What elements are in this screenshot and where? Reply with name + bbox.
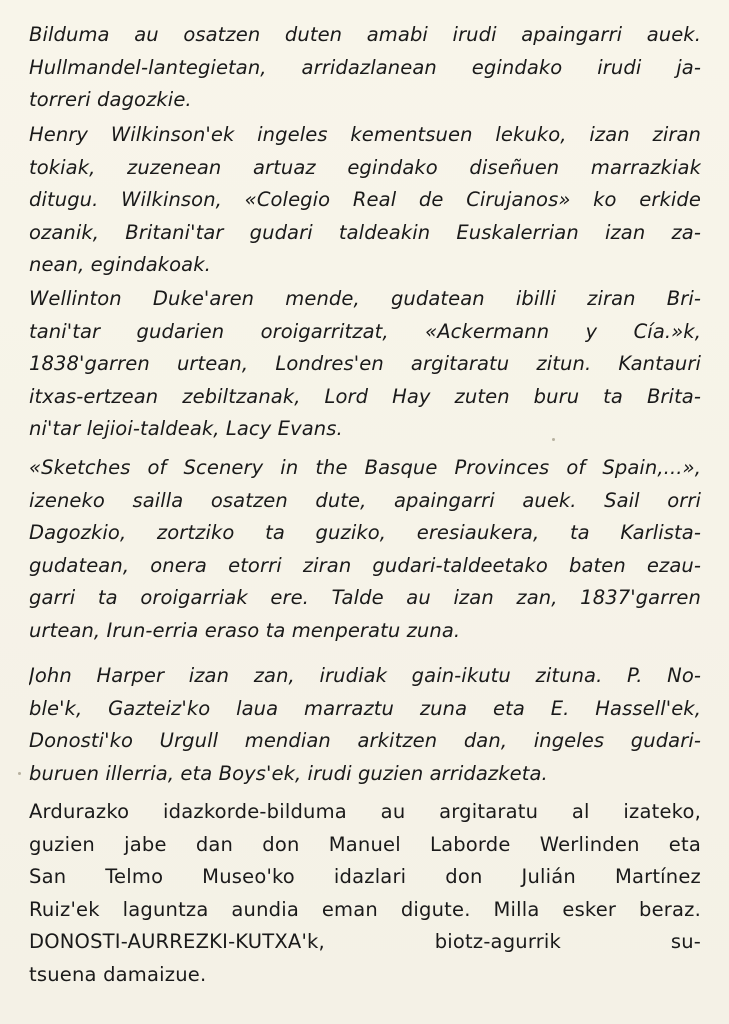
text-line: buruen illerria, eta Boys'ek, irudi guzien arridazketa. [29,761,548,785]
text-line: Ardurazko idazkorde-bilduma au argitaratu al izateko, [29,800,701,823]
text-line: Dagozkio, zortziko ta guziko, eresiaukera, ta Karlista- [29,521,701,544]
text-line: 1838'garren urtean, Londres'en argitaratu zitun. Kantauri [29,352,701,375]
text-line: John Harper izan zan, irudiak gain-ikutu zituna. P. No- [29,664,701,687]
text-line: Hullmandel-lantegietan, arridazlanean egindako irudi ja- [29,55,701,79]
text-line: Henry Wilkinson'ek ingeles kementsuen lekuko, izan ziran [29,123,701,146]
text-line: nean, egindakoak. [29,253,211,276]
text-line: izeneko sailla osatzen dute, apaingarri auek. Sail orri [29,488,701,512]
text-line: ni'tar lejioi-taldeak, Lacy Evans. [29,417,343,440]
text-line: Ruiz'ek laguntza aundia eman digute. Milla esker beraz. [29,897,701,921]
text-line: Donosti'ko Urgull mendian arkitzen dan, ingeles gudari- [29,729,701,752]
text-line: itxas-ertzean zebiltzanak, Lord Hay zuten buru ta Brita- [29,384,701,408]
text-line: urtean, Irun-erria eraso ta menperatu zuna. [29,618,461,642]
text-line: garri ta oroigarriak ere. Talde au izan zan, 1837'garren [29,586,701,609]
text-line: guzien jabe dan don Manuel Laborde Werlinden eta [29,832,701,856]
text-line: gudatean, onera etorri ziran gudari-taldeetako baten ezau- [29,553,701,577]
text-line: Bilduma au osatzen duten amabi irudi apaingarri auek. [29,23,701,46]
text-line: tsuena damaizue. [29,962,207,986]
text-line: Wellinton Duke'aren mende, gudatean ibilli ziran Bri- [29,287,701,310]
text-line: tani'tar gudarien oroigarritzat, «Ackermann y Cía.»k, [29,319,701,343]
text-line: tokiak, zuzenean artuaz egindako diseñuen marrazkiak [29,155,701,179]
text-line: ble'k, Gazteiz'ko laua marraztu zuna eta E. Hassell'ek, [29,696,701,720]
text-line: torreri dagozkie. [29,88,192,111]
paper-speck [552,438,555,441]
text-line: ozanik, Britani'tar gudari taldeakin Euskalerrian izan za- [29,220,701,244]
paper-speck [18,772,21,775]
text-line: ditugu. Wilkinson, «Colegio Real de Cirujanos» ko erkide [29,188,701,211]
text-line: San Telmo Museo'ko idazlari don Julián Martínez [29,865,701,888]
text-line: DONOSTI-AURREZKI-KUTXA'k, biotz-agurrik su- [29,930,701,953]
text-line: «Sketches of Scenery in the Basque Provinces of Spain,...», [29,456,701,479]
